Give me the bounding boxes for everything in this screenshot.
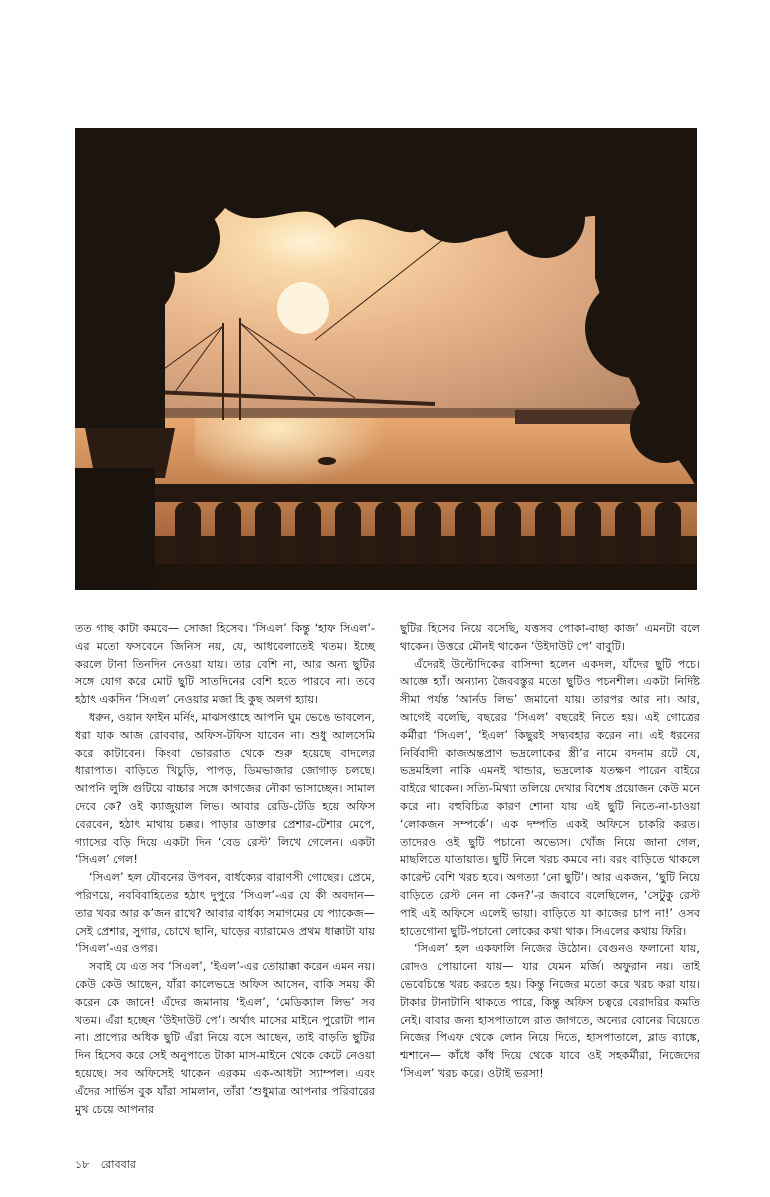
paragraph: ছুটির হিসেব নিয়ে বসেছি, যত্তসব পোকা-বাছা কাজ’ এমনটা বলে থাকেন। উত্তরে মৌনই থাকেন ‘উইদাউট পে’ বাবুটি। [400, 622, 700, 653]
paragraph: ধরুন, ওয়ান ফাইন মর্নিং, মাঝসপ্তাহে আপনি ঘুম ভেঙে ভাবলেন, ধরা যাক আজ রোববার, অফিস-টফিস যাবেন না। শুধু আলসেমি করে কাটাবেন। কিংবা ভোররাত থেকে শুরু হয়েছে বাদলের ধারাপাত। বাড়িতে খিচুড়ি, পাপড়, ডিমভাজার জোগাড় চলছে। আপনি লুঙ্গি গুটিয়ে বাচ্চার সঙ্গে কাগজের নৌকা ভাসাচ্ছেন। সামাল দেবে কে? ওই ক্যাজুয়াল লিভ। আবার রেডি-টেডি হয়ে অফিস বেরবেন, হঠাৎ মাথায় চক্কর। পাড়ার ডাক্তার প্রেশার-টেশার মেপে, গ্যাসের বড়ি দিয়ে একটা দিন ‘বেড রেস্ট’ লিখে গেলেন। একটা ‘সিএল’ গেল! [75, 710, 375, 867]
magazine-name: রোববার [100, 1158, 136, 1171]
sunset-bridge-photo [75, 128, 697, 590]
paragraph: ‘সিএল’ হল একফালি নিজের উঠোন। বেগুনও ফলানো যায়, রোদও পোয়ানো যায়— যার যেমন মর্জি। অফুরান নয়। তাই ভেবেচিন্তে খরচ করতে হয়। কিন্তু নিজের মতো করে খরচ করা যায়। টাকার টানাটানি থাকতে পারে, কিন্তু অফিস চত্বরে বেরাদরির কমতি নেই। বাবার জন্য হাসপাতালে রাত জাগতে, অন্যের বোনের বিয়েতে নিজের পিএফ থেকে লোন নিয়ে দিতে, হাসপাতালে, ব্লাড ব্যাঙ্কে, শ্মশানে— কাঁধে কাঁধ দিয়ে থেকে যাবে ওই সহকর্মীরা, নিজেদের ‘সিএল’ খরচ করে। ওটাই ভরসা! [400, 942, 700, 1080]
article-column-right [400, 620, 700, 1083]
page-footer [75, 1156, 144, 1175]
paragraph: তত গাছ কাটা কমবে— সোজা হিসেব। ‘সিএল’ কিন্তু ‘হাফ সিএল’-এর মতো ফসবেনে জিনিস নয়, যে, আধবেলাতেই খতম। ইচ্ছে করলে টানা তিনদিন নেওয়া যায়। তার বেশি না, আর অন্য ছুটির সঙ্গে যোগ করে মোট ছুটি সাতদিনের বেশি হতে পারবে না। তবে হঠাৎ একদিন ‘সিএল’ নেওয়ার মজা হি কুছ অলগ হ্যায়। [75, 622, 375, 707]
page-number: ১৮ [75, 1158, 90, 1171]
article-column-left [75, 620, 375, 1118]
paragraph: ‘সিএল’ হল যৌবনের উপবন, বার্ধক্যের বারাণসী গোছের। প্রেমে, পরিণয়ে, নববিবাহিতের হঠাৎ দুপুরে ‘সিএল’-এর যে কী অবদান— তার খবর আর ক’জন রাখে? আবার বার্ধক্য সমাগমের যে প্যাকেজ— সেই প্রেশার, সুগার, চোখে ছানি, ঘাড়ের ব্যারামেও প্রথম ধাক্কাটা যায় ‘সিএল’-এর ওপর। [75, 871, 375, 956]
paragraph: সবাই যে এত সব ‘সিএল’, ‘ইএল’-এর তোয়াক্কা করেন এমন নয়। কেউ কেউ আছেন, যাঁরা কালেভদ্রে অফিস আসেন, বাকি সময় কী করেন কে জানে! এঁদের জমানায় ‘ইএল’, ‘মেডিক্যাল লিভ’ সব খতম। এঁরা হচ্ছেন ‘উইদাউট পে’। অর্থাৎ মাসের মাইনে পুরোটা পান না। প্রাপ্যের অধিক ছুটি এঁরা নিয়ে বসে আছেন, তাই বাড়তি ছুটির দিন হিসেব করে সেই অনুপাতে টাকা মাস-মাইনে থেকে কেটে নেওয়া হয়েছে। সব অফিসেই থাকেন এরকম এক-আধটা স্যাম্পল। এবং এঁদের সার্ভিস বুক যাঁরা সামলান, তাঁরা ‘শুধুমাত্র আপনার পরিবারের মুখ চেয়ে আপনার [75, 960, 375, 1116]
paragraph: এঁদেরই উল্টোদিকের বাসিন্দা হলেন একদল, যাঁদের ছুটি পচে। আজ্ঞে হ্যাঁ। অন্যান্য জৈববস্তুর মতো ছুটিও পচনশীল। একটা নির্দিষ্ট সীমা পর্যন্ত ‘আর্নড লিভ’ জমানো যায়। তারপর আর না। আর, আগেই বলেছি, বছরের ‘সিএল’ বছরেই নিতে হয়। এই গোত্রের কর্মীরা ‘সিএল’, ‘ইএল’ কিছুরই সদ্ব্যবহার করেন না। এই ধরনের নির্বিবাদী কাজঅন্তপ্রাণ ভদ্রলোকের স্ত্রী’র নামে বদনাম রটে যে, ভদ্রমহিলা নাকি এমনই খান্ডার, ভদ্রলোক যতক্ষণ পারেন বাইরে বাইরে থাকেন। সত্যি-মিথ্যা তলিয়ে দেখার বিশেষ প্রয়োজন কেউ মনে করে না। বহুবিচিত্র কারণ শোনা যায় এই ছুটি নিতে-না-চাওয়া ‘লোকজন সম্পর্কে’। এক দম্পতি একই অফিসে চাকরি করত। তাদেরও ওই ছুটি পচানো অভ্যেস। খোঁজ নিয়ে জানা গেল, মাছলিতে যাতায়াত। ছুটি নিলে খরচ কমবে না। বরং বাড়িতে থাকলে কারেন্ট বেশি খরচ হবে। অগত্যা ‘নো ছুটি’। আর একজন, ‘ছুটি নিয়ে বাড়িতে রেস্ট নেন না কেন?’-র জবাবে বলেছিলেন, ‘সেটুকু রেস্ট পাই এই অফিসে এলেই ভায়া। বাড়িতে যা কাজের চাপ না!’ ওসব হাতেগোনা ছুটি-পচানো লোকের কথা থাক। সিএলের কথায় ফিরি। [400, 657, 701, 938]
